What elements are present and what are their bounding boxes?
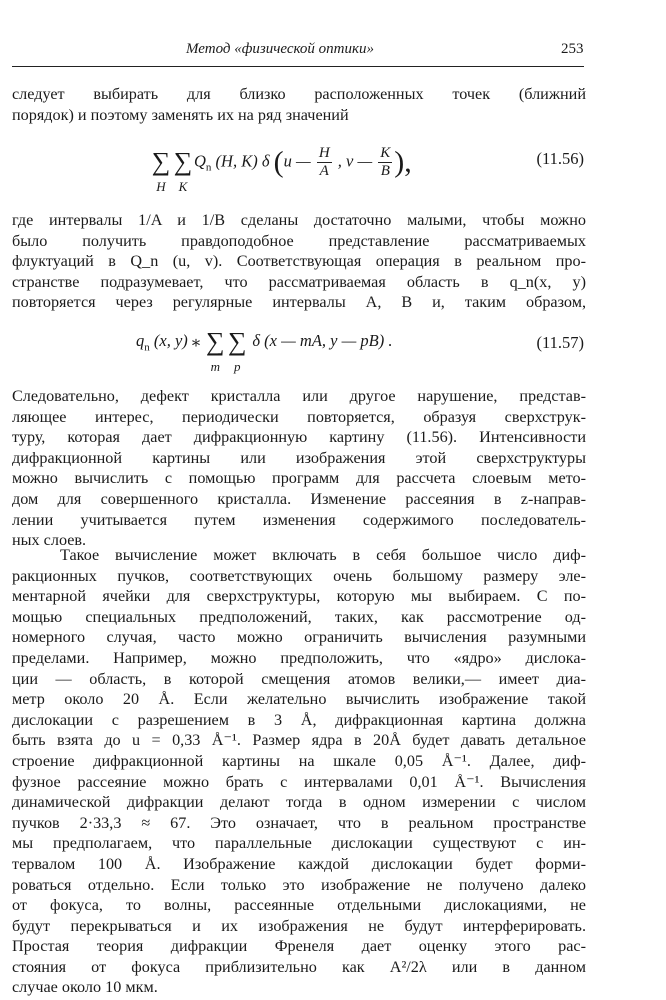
text-line: тервалом 100 Å. Изображение каждой дислокации будет форми- [12, 854, 586, 873]
text-line: можно вычислить с помощью программ для рассчета слоевым мето- [12, 469, 586, 488]
subscript: n [205, 161, 212, 174]
text-line: Такое вычисление может включать в себя большое число диф- [60, 546, 586, 564]
delta-term: δ (x — mA, y — pB) . [252, 331, 393, 350]
text-line: Простая теория дифракции Френеля дает оценку этого рас- [12, 937, 586, 956]
text-line: дом для совершенного кристалла. Изменение рассеяния в z-направ- [12, 489, 586, 508]
text-line: странстве подразумевает, что рассматриваемая область в q_n(x, y) [12, 272, 586, 291]
text-line: стояния от фокуса приблизительно как A²/2λ или в данном [12, 957, 586, 976]
text-line: от фокуса, то волны, рассеянные отдельными дислокациями, не [12, 896, 586, 915]
text-line: лении учитывается путем изменения содержимого последователь- [12, 510, 586, 529]
text-line: мощью специальных предположений, таких, как рассмотрение од- [12, 607, 586, 626]
text-line: метр около 20 Å. Если желательно вычислить изображение такой [12, 690, 586, 709]
sum-symbol: ∑ m [205, 327, 225, 374]
sum-index: H [156, 179, 166, 195]
numerator: H [318, 145, 330, 161]
text-line: будут перекрываться и их изображения не будут интерферировать. [12, 916, 586, 935]
equation-body [150, 145, 412, 195]
sum-symbol: ∑ K [173, 147, 193, 195]
text-line: дифракционной картины или изображения этой сверхструктуры [12, 448, 586, 467]
text-line: повторяется через регулярные интервалы A, B и, таким образом, [12, 293, 586, 312]
text-line: было получить правдоподобное представление рассматриваемых [12, 231, 586, 250]
equation-body [136, 327, 393, 374]
sum-index: p [234, 359, 241, 374]
text-line: пучков 2·33,3 ≈ 67. Это означает, что в реальном пространстве [12, 813, 586, 832]
subscript: n [144, 341, 150, 354]
function-symbol: Q [194, 151, 206, 171]
denominator: A [319, 163, 329, 179]
open-paren: ( [273, 145, 284, 179]
text-line: роваться отдельно. Если только это изображение не получено далеко [12, 875, 586, 894]
denominator: B [380, 163, 390, 179]
text-line: мы предполагаем, что параллельные дислокации существуют с ин- [12, 834, 586, 853]
variable-v: , v — [337, 151, 373, 171]
paragraph-2 [12, 210, 586, 313]
text-line: динамической дифракции делают тогда в одном измерении с числом [12, 793, 586, 812]
close-paren: ), [394, 145, 412, 179]
paragraph-1 [12, 84, 586, 125]
text-line: следует выбирать для близко расположенных точек (ближний [12, 85, 586, 103]
sum-symbol: ∑ p [227, 327, 247, 374]
equation-11-57 [12, 317, 586, 377]
text-line: ракционных пучков, соответствующих очень большому размеру эле- [12, 566, 586, 585]
text-line: Следовательно, дефект кристалла или другое нарушение, представ- [12, 387, 586, 405]
page-number: 253 [561, 41, 584, 57]
text-line: дислокации с разрешением в 3 Å, дифракционная картина должна [12, 710, 586, 729]
function-args: (H, K) δ [215, 151, 270, 171]
text-line: номерного случая, часто можно ограничить вычисления разумными [12, 628, 586, 647]
numerator: K [380, 145, 391, 161]
paragraph-3 [12, 386, 586, 551]
text-line: строение дифракционной картины на шкале 0,05 Å⁻¹. Далее, диф- [12, 751, 586, 770]
text-line: флуктуаций в Q_n (u, v). Соответствующая операция в реальном про- [12, 252, 586, 271]
text-line: фузное рассеяние можно брать с интервалами 0,01 Å⁻¹. Вычисления [12, 772, 586, 791]
equation-number: (11.57) [536, 333, 584, 352]
text-line: ных слоев. [12, 531, 87, 550]
text-line: ментарной ячейки для сверхструктуры, которую мы выбираем. С по- [12, 587, 586, 606]
text-line: ляющее интерес, периодически повторяется, образуя сверхструк- [12, 407, 586, 426]
text-line: быть взята до u = 0,33 Å⁻¹. Размер ядра в 20Å будет давать детальное [12, 731, 586, 750]
sum-symbol: ∑ H [151, 147, 171, 195]
function-symbol: q [136, 331, 145, 350]
text-line: пределами. Например, можно предположить, что «ядро» дислока- [12, 648, 586, 667]
sum-index: K [178, 179, 188, 195]
text-line: случае около 10 мкм. [12, 978, 158, 997]
equation-number: (11.56) [536, 149, 584, 168]
chapter-title: Метод «физической оптики» [186, 41, 375, 57]
text-line: ции — область, в которой смещения атомов велики,— имеет диа- [12, 669, 586, 688]
function-args: (x, y) ⁎ [153, 331, 201, 350]
equation-11-56 [12, 133, 586, 193]
fraction-h-over-a [317, 145, 332, 180]
paragraph-4 [12, 545, 586, 998]
sum-index: m [210, 359, 220, 374]
fraction-k-over-b [378, 145, 392, 180]
header-rule [12, 66, 584, 67]
text-line: порядок) и поэтому заменять их на ряд значений [12, 105, 349, 124]
variable-u: u — [283, 151, 311, 171]
running-head [0, 38, 666, 62]
text-line: где интервалы 1/A и 1/B сделаны достаточно малыми, чтобы можно [12, 211, 586, 229]
text-line: туру, которая дает дифракционную картину (11.56). Интенсивности [12, 428, 586, 447]
